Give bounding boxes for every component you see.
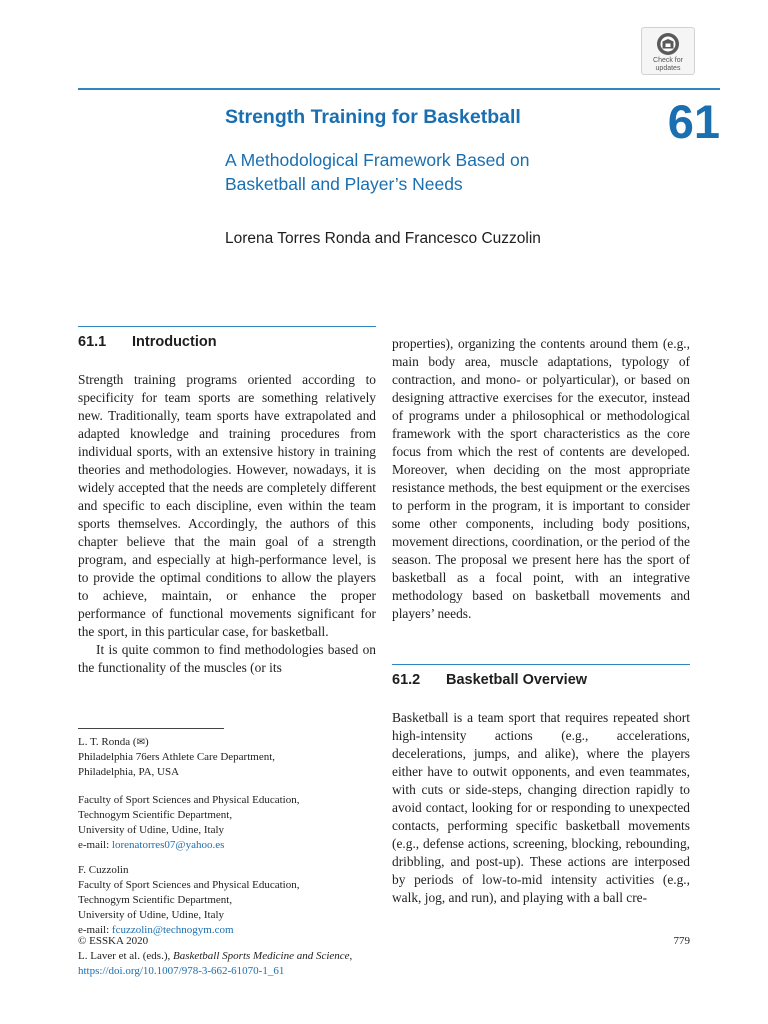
author-ronda: L. T. Ronda (✉) bbox=[78, 736, 149, 748]
section-number: 61.2 bbox=[392, 672, 421, 688]
section-title: Basketball Overview bbox=[446, 672, 588, 688]
footnote-rule bbox=[78, 728, 224, 729]
affiliation-line: Faculty of Sport Sciences and Physical Education, bbox=[78, 879, 300, 891]
email-link-cuzzolin[interactable]: fcuzzolin@technogym.com bbox=[111, 924, 234, 936]
email-line: e-mail: fcuzzolin@technogym.com bbox=[78, 924, 234, 936]
paragraph: Strength training programs oriented according to specificity for team sports are something relatively new. Traditionally, team sports have extrapolated and adapted knowledge and training procedures from individual sports, with an extensive history in training theories and methodologies. However, nowadays, it is widely accepted that the needs are completely different and specific to each discipline, even within the team sports themselves. Accordingly, the authors of this chapter believe that the main goal of a strength program, and especially at high-performance level, is to provide the optimal conditions to allow the players to achieve, maintain, or enhance the proper performance of functional movements significant for the sport, in this particular case, for basketball. bbox=[78, 372, 376, 639]
paragraph: It is quite common to find methodologies based on the functionality of the muscles (or its bbox=[78, 642, 376, 675]
affiliation-line: Philadelphia 76ers Athlete Care Department, bbox=[78, 751, 276, 763]
chapter-title: Strength Training for Basketball bbox=[225, 106, 521, 128]
subtitle-line: A Methodological Framework Based on bbox=[225, 150, 530, 170]
chapter-number: 61 bbox=[667, 95, 720, 148]
section-rule bbox=[392, 664, 690, 665]
basketball-overview-body bbox=[392, 709, 690, 907]
doi-link[interactable]: https://doi.org/10.1007/978-3-662-61070-1_61 bbox=[78, 965, 285, 977]
section-heading-introduction bbox=[78, 332, 217, 352]
email-line: e-mail: lorenatorres07@yahoo.es bbox=[78, 839, 225, 851]
section-number: 61.1 bbox=[78, 334, 107, 350]
affiliation-line: University of Udine, Udine, Italy bbox=[78, 824, 225, 836]
affiliation-line: Technogym Scientific Department, bbox=[78, 894, 233, 906]
author-affiliations bbox=[78, 735, 376, 938]
section-title: Introduction bbox=[132, 334, 217, 350]
email-link-ronda[interactable]: lorenatorres07@yahoo.es bbox=[111, 839, 225, 851]
paragraph: properties), organizing the contents around them (e.g., main body area, muscle adaptations, typology of contraction, and mono- or polyarticular), or based on designing attractive exercises for the executor, instead of programs under a philosophical or methodological framework with the sport characteristics as the core focus from which the rest of contents are developed. Moreover, when deciding on the most appropriate resistance methods, the best equipment or the exercises to perform in the program, it is important to consider some other components, including body positions, movement directions, coordination, or the period of the season. The proposal we present here has the sport of basketball as a focal point, with an integrative methodology based on basketball movements and players’ needs. bbox=[392, 336, 690, 621]
chapter-subtitle bbox=[225, 148, 529, 196]
chapter-authors: Lorena Torres Ronda and Francesco Cuzzolin bbox=[225, 230, 541, 247]
introduction-body bbox=[78, 371, 376, 677]
section-heading-basketball-overview bbox=[392, 670, 587, 690]
affiliation-line: Philadelphia, PA, USA bbox=[78, 766, 180, 778]
affiliation-line: Technogym Scientific Department, bbox=[78, 809, 233, 821]
check-for-updates-icon bbox=[656, 32, 680, 56]
subtitle-line: Basketball and Player’s Needs bbox=[225, 174, 463, 194]
paragraph: Basketball is a team sport that requires repeated short high-intensity actions (e.g., accelerations, decelerations, jumps, and alike), where the players either have to outwit opponents, and even teammates, with cuts or side-steps, changing direction rapidly to avoid contact, looking for or responding to unexpected contacts, performing specific basketball movements (e.g., defense actions, screening, blocking, rebounding, dribbling, and post-up). These actions are interposed by periods of low-to-mid intensity activities (e.g., walk, jog, and run), and playing with a ball cre- bbox=[392, 710, 690, 905]
copyright: © ESSKA 2020 bbox=[78, 935, 149, 947]
header-rule bbox=[78, 88, 720, 90]
check-for-updates-badge[interactable] bbox=[641, 27, 695, 75]
author-cuzzolin: F. Cuzzolin bbox=[78, 864, 129, 876]
affiliation-line: University of Udine, Udine, Italy bbox=[78, 909, 225, 921]
introduction-continuation bbox=[392, 335, 690, 623]
section-rule bbox=[78, 326, 376, 327]
citation: L. Laver et al. (eds.), Basketball Sports Medicine and Science, bbox=[78, 950, 353, 962]
affiliation-line: Faculty of Sport Sciences and Physical Education, bbox=[78, 794, 300, 806]
page-number: 779 bbox=[673, 935, 690, 947]
book-title: Basketball Sports Medicine and Science bbox=[172, 950, 350, 962]
check-for-updates-label: Check for updates bbox=[653, 57, 683, 72]
page-footer bbox=[78, 934, 352, 979]
envelope-icon[interactable]: ✉ bbox=[136, 737, 145, 748]
